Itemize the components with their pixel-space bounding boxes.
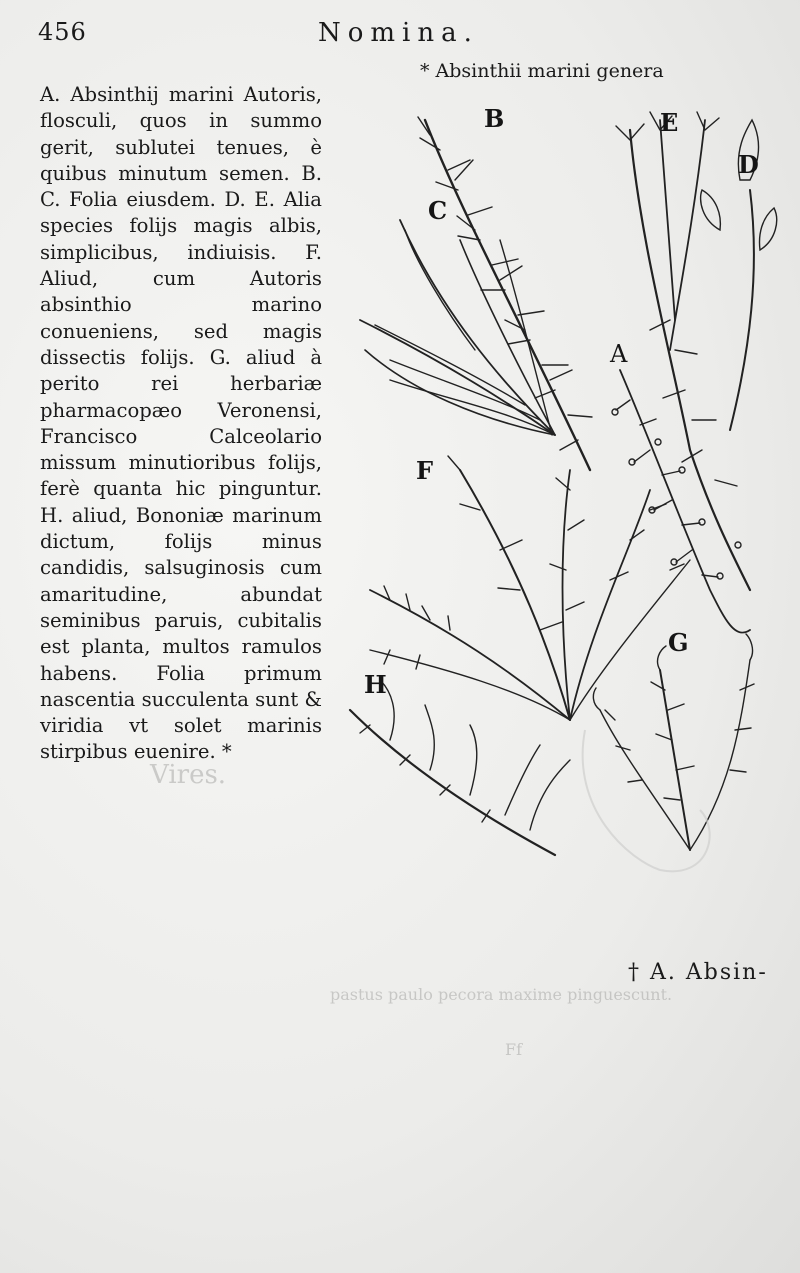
plant-b-sprig [418,117,592,470]
running-title: Nomina. [318,18,479,48]
plant-label-f: F [416,456,434,485]
plant-label-c: C [428,196,448,225]
plant-h-sprig [350,680,570,855]
description-text [40,82,322,766]
plant-c-leaves [360,220,555,435]
catchword: † A. Absin- [628,960,768,985]
plant-label-b: B [484,104,505,133]
figure-caption: * Absinthii marini genera [420,60,664,82]
show-through-heading: Vires. [150,760,227,790]
page-number: 456 [38,18,87,46]
show-through-text: pastus paulo pecora maxime pinguescunt. [330,985,673,1004]
plant-g-bush [593,634,754,850]
plant-label-d: D [738,150,759,179]
show-through-signature: Ff [505,1040,523,1059]
plant-label-h: H [364,670,387,699]
plant-label-g: G [668,628,689,657]
description-paragraph: A. Absinthij marini Autoris, flosculi, quos in summo gerit, sublutei tenues, è quibus minutum semen. B. C. Folia eiusdem. D. E. Alia species folijs magis albis, simplicibus, indiuisis. F. Aliud, cum Autoris absinthio marino conueniens, sed magis dissectis folijs. G. aliud à perito rei herbariæ pharmacopæo Veronensi, Francisco Calceolario missum minutioribus folijs, ferè quanta hic pinguntur. H. aliud, Bononiæ marinum dictum, folijs minus candidis, salsuginosis cum amaritudine, abundat seminibus paruis, cubitalis est planta, multos ramulos habens. Folia primum nascentia succulenta sunt & viridia vt solet marinis stirpibus euenire. * [40,83,322,764]
plant-f-cluster [370,456,690,720]
plant-label-e: E [660,108,679,137]
plant-label-a: A [610,340,628,368]
woodcut-illustration [330,90,800,890]
